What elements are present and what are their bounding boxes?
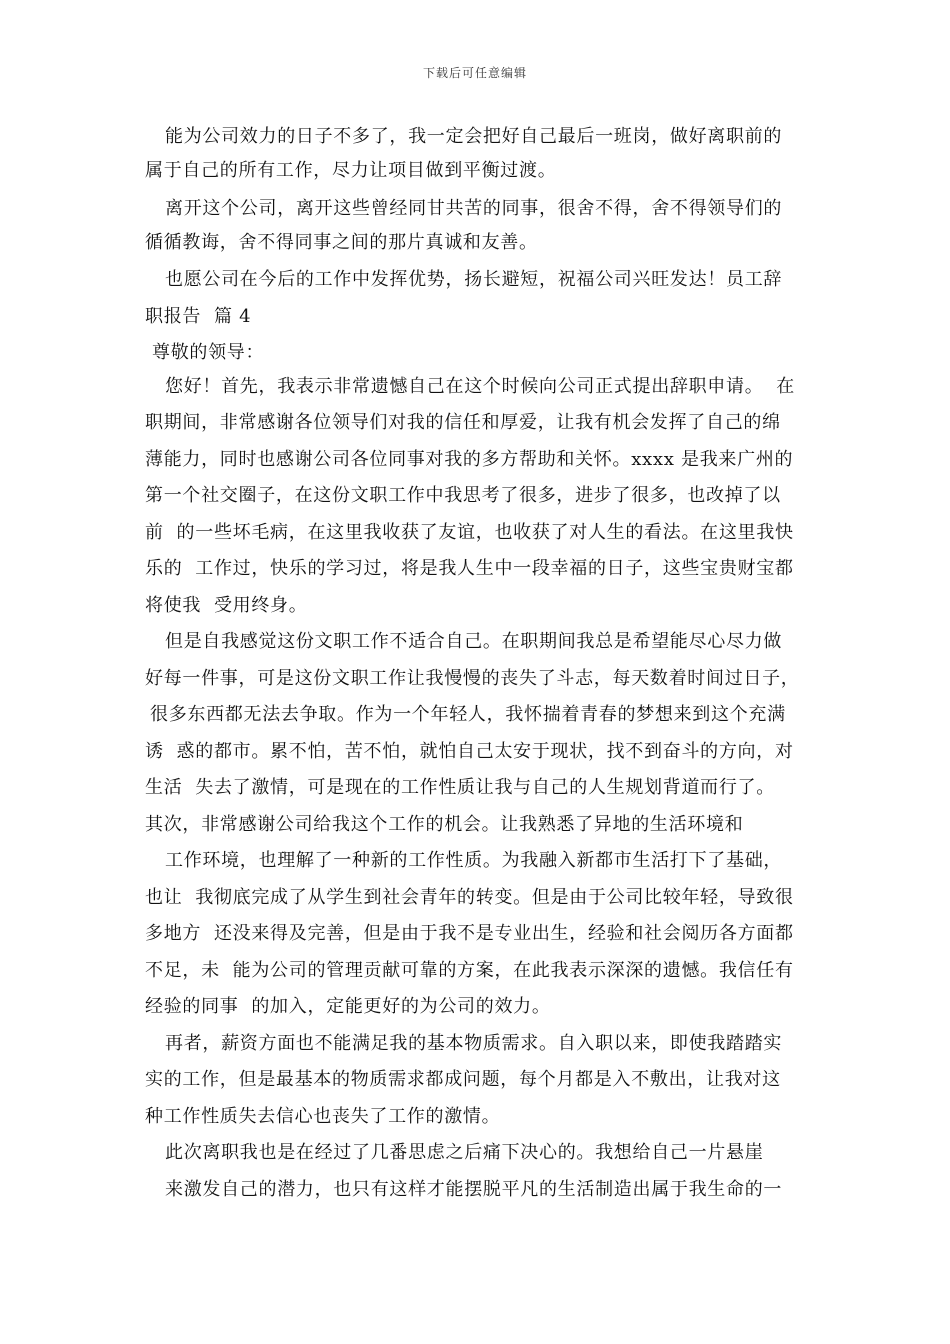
body-line: 将使我 受用终身。	[145, 595, 308, 616]
body-line: 循循教诲，舍不得同事之间的那片真诚和友善。	[145, 232, 538, 253]
body-line: 种工作性质失去信心也丧失了工作的激情。	[145, 1106, 501, 1127]
body-line: 也愿公司在今后的工作中发挥优势，扬长避短，祝福公司兴旺发达！员工辞	[165, 269, 783, 290]
body-line: 多地方 还没来得及完善，但是由于我不是专业出生，经验和社会阅历各方面都	[145, 923, 794, 944]
body-line: 此次离职我也是在经过了几番思虑之后痛下决心的。我想给自己一片悬崖	[165, 1142, 764, 1163]
body-line: 乐的 工作过，快乐的学习过，将是我人生中一段幸福的日子，这些宝贵财宝都	[145, 558, 794, 579]
body-line: 实的工作，但是最基本的物质需求都成问题，每个月都是入不敷出，让我对这	[145, 1069, 781, 1090]
body-line: 职期间，非常感谢各位领导们对我的信任和厚爱，让我有机会发挥了自己的绵	[145, 412, 781, 433]
body-line: 很多东西都无法去争取。作为一个年轻人，我怀揣着青春的梦想来到这个充满	[150, 704, 786, 725]
body-line: 工作环境，也理解了一种新的工作性质。为我融入新都市生活打下了基础，	[165, 850, 783, 871]
body-line: 不足，未 能为公司的管理贡献可靠的方案，在此我表示深深的遗憾。我信任有	[145, 960, 794, 981]
body-line: 也让 我彻底完成了从学生到社会青年的转变。但是由于公司比较年轻，导致很	[145, 887, 794, 908]
body-line: 第一个社交圈子，在这份文职工作中我思考了很多，进步了很多，也改掉了以	[145, 485, 781, 506]
body-line: 好每一件事，可是这份文职工作让我慢慢的丧失了斗志，每天数着时间过日子，	[145, 668, 800, 689]
body-line: 经验的同事 的加入，定能更好的为公司的效力。	[145, 996, 551, 1017]
body-line: 您好！首先，我表示非常遗憾自己在这个时候向公司正式提出辞职申请。 在	[165, 376, 795, 397]
body-line: 来激发自己的潜力，也只有这样才能摆脱平凡的生活制造出属于我生命的一	[165, 1179, 783, 1200]
body-line: 薄能力，同时也感谢公司各位同事对我的多方帮助和关怀。xxxx 是我来广州的	[145, 449, 794, 470]
body-line: 生活 失去了激情，可是现在的工作性质让我与自己的人生规划背道而行了。	[145, 777, 775, 798]
body-line: 前 的一些坏毛病，在这里我收获了友谊，也收获了对人生的看法。在这里我快	[145, 522, 794, 543]
body-line: 尊敬的领导：	[152, 342, 265, 363]
body-line: 诱 惑的都市。累不怕，苦不怕，就怕自己太安于现状，找不到奋斗的方向，对	[145, 741, 794, 762]
body-line: 属于自己的所有工作，尽力让项目做到平衡过渡。	[145, 160, 557, 181]
body-line: 但是自我感觉这份文职工作不适合自己。在职期间我总是希望能尽心尽力做	[165, 631, 783, 652]
body-line: 职报告 篇 4	[145, 306, 252, 327]
body-line: 再者，薪资方面也不能满足我的基本物质需求。自入职以来，即使我踏踏实	[165, 1033, 783, 1054]
body-line: 其次，非常感谢公司给我这个工作的机会。让我熟悉了异地的生活环境和	[145, 814, 744, 835]
body-line: 离开这个公司，离开这些曾经同甘共苦的同事，很舍不得，舍不得领导们的	[165, 198, 783, 219]
page-header: 下载后可任意编辑	[422, 66, 527, 80]
body-line: 能为公司效力的日子不多了，我一定会把好自己最后一班岗，做好离职前的	[165, 126, 783, 147]
